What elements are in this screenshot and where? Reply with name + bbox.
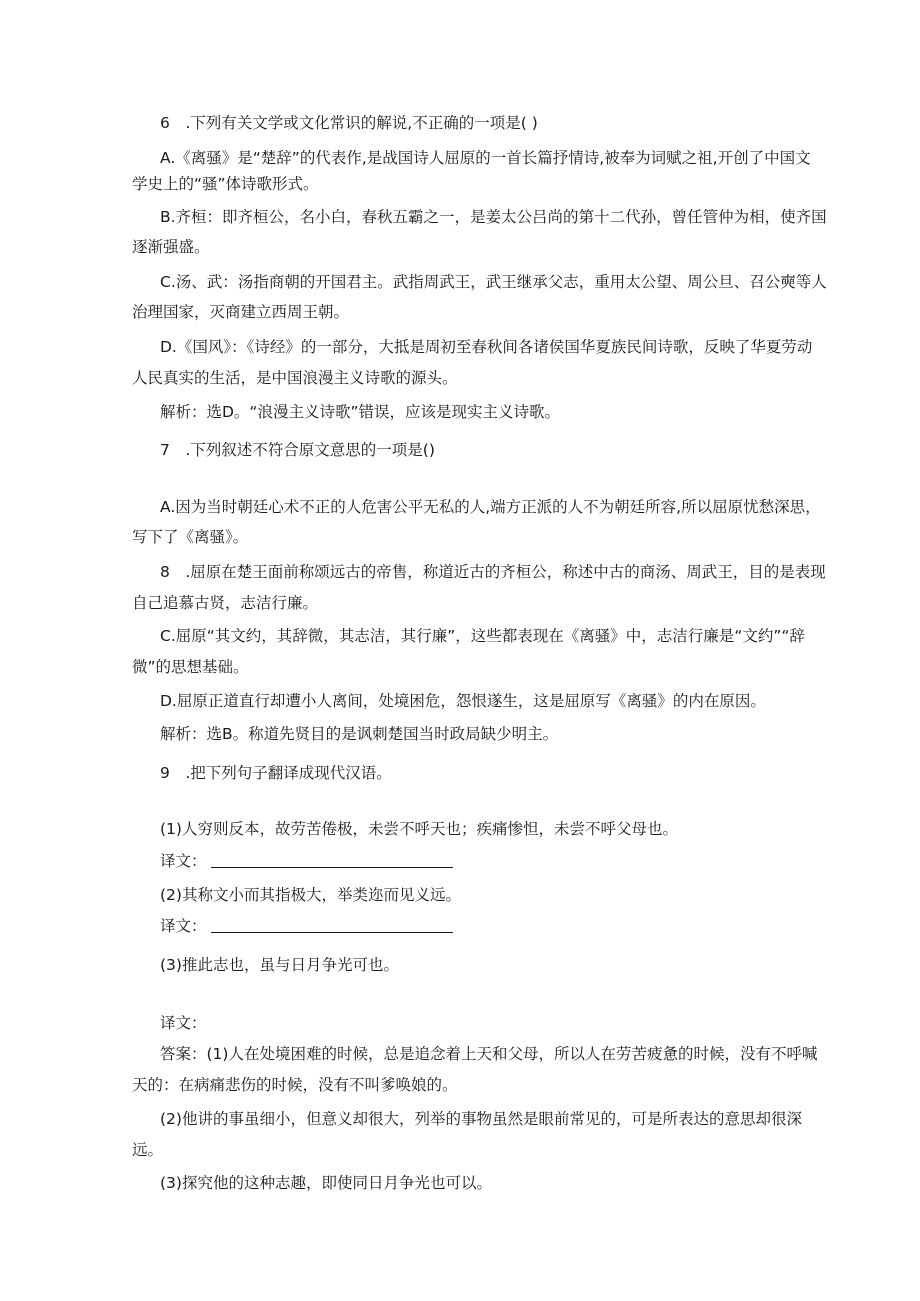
- q7-analysis: 解析：选B。称道先贤目的是讽刺楚国当时政局缺少明主。: [160, 725, 559, 743]
- q7-option-a-line1: A.因为当时朝廷心术不正的人危害公平无私的人,端方正派的人不为朝廷所容,所以屈原忧愁深思，: [160, 498, 821, 516]
- answer-line-2: 天的：在病痛悲伤的时候，没有不叫爹唤娘的。: [132, 1076, 458, 1094]
- q7-option-b-line1: 8 .屈原在楚王面前称颂远古的帝售，称道近古的齐桓公，称述中古的商汤、周武王，目的是表现: [160, 563, 826, 581]
- answer-line-3: (2)他讲的事虽细小，但意义却很大，列举的事物虽然是眼前常见的，可是所表达的意思却很深: [160, 1110, 802, 1128]
- answer-blank-2[interactable]: [211, 916, 453, 933]
- q6-option-c-line1: C.汤、武：汤指商朝的开国君主。武指周武王，武王继承父志，重用太公望、周公旦、召公奭等人: [160, 273, 827, 291]
- translation-label: 译文：: [160, 852, 207, 870]
- answer-line-1: 答案：(1)人在处境困难的时候，总是追念着上天和父母，所以人在劳苦疲惫的时候，没有不呼喊: [160, 1045, 818, 1063]
- q6-option-d-line1: D.《国风》：《诗经》的一部分，大抵是周初至春秋间各诸侯国华夏族民间诗歌，反映了华夏劳动: [160, 338, 813, 356]
- q6-option-c-line2: 治理国家，灭商建立西周王朝。: [132, 303, 350, 321]
- translation-label: 译文：: [160, 917, 207, 935]
- q9-translation-3: 译文：: [160, 1014, 207, 1032]
- q7-option-c-line2: 微”的思想基础。: [132, 658, 249, 676]
- q9-translation-1: [160, 851, 453, 871]
- q9-stem: 9 .把下列句子翻译成现代汉语。: [160, 764, 392, 782]
- q6-option-a-line1: A.《离骚》是“楚辞”的代表作,是战国诗人屈原的一首长篇抒情诗,被奉为词赋之祖,开创了中国文: [160, 149, 811, 167]
- q6-option-b-line2: 逐渐强盛。: [132, 238, 210, 256]
- q6-option-a-line2: 学史上的“骚”体诗歌形式。: [132, 175, 319, 193]
- q6-option-b-line1: B.齐桓：即齐桓公，名小白，春秋五霸之一，是姜太公吕尚的第十二代孙，曾任管仲为相，使齐国: [160, 208, 827, 226]
- q6-stem: 6 .下列有关文学或文化常识的解说,不正确的一项是( ): [160, 114, 538, 132]
- q9-sentence-2: (2)其称文小而其指极大，举类迩而见义远。: [160, 886, 461, 904]
- q7-option-b-line2: 自己追慕古贤，志洁行廉。: [132, 594, 319, 612]
- q9-translation-2: [160, 916, 453, 936]
- q6-analysis: 解析：选D。“浪漫主义诗歌”错误，应该是现实主义诗歌。: [160, 403, 560, 421]
- q6-option-d-line2: 人民真实的生活，是中国浪漫主义诗歌的源头。: [132, 369, 458, 387]
- q9-sentence-3: (3)推此志也，虽与日月争光可也。: [160, 956, 399, 974]
- q7-option-a-line2: 写下了《离骚》。: [132, 528, 249, 546]
- q9-sentence-1: (1)人穷则反本，故劳苦倦极，未尝不呼天也；疾痛惨怛，未尝不呼父母也。: [160, 820, 678, 838]
- q7-stem: 7 .下列叙述不符合原文意思的一项是(): [160, 441, 435, 459]
- answer-line-5: (3)探究他的这种志趣，即使同日月争光也可以。: [160, 1174, 492, 1192]
- q7-option-c-line1: C.屈原“其文约，其辞微，其志洁，其行廉”，这些都表现在《离骚》中，志洁行廉是“文约”“辞: [160, 627, 805, 645]
- answer-blank-1[interactable]: [211, 851, 453, 868]
- answer-line-4: 远。: [132, 1141, 164, 1159]
- q7-option-d: D.屈原正道直行却遭小人离间，处境困危，怨恨遂生，这是屈原写《离骚》的内在原因。: [160, 692, 766, 710]
